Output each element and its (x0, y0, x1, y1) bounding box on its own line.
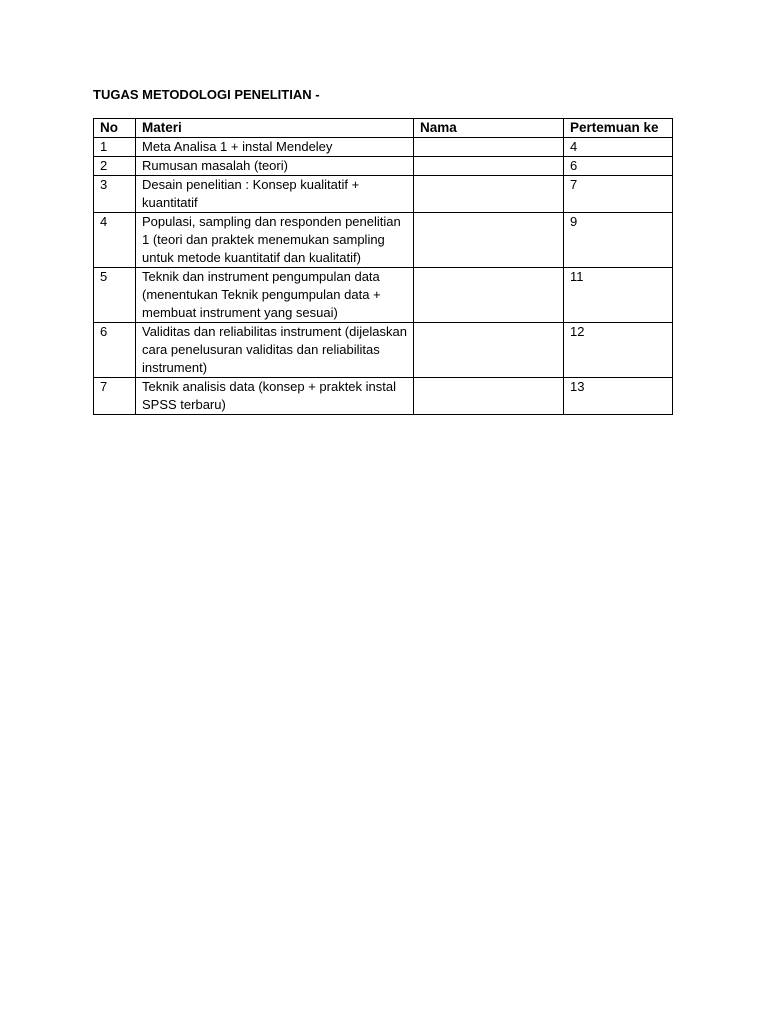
page-title: TUGAS METODOLOGI PENELITIAN - (93, 87, 320, 102)
cell-materi: Desain penelitian : Konsep kualitatif + kuantitatif (136, 176, 414, 213)
cell-materi: Rumusan masalah (teori) (136, 157, 414, 176)
header-materi: Materi (136, 119, 414, 138)
table-row (94, 268, 673, 323)
cell-pertemuan: 7 (564, 176, 673, 213)
assignment-table (93, 118, 673, 415)
cell-no: 3 (94, 176, 136, 213)
cell-pertemuan: 11 (564, 268, 673, 323)
table-row (94, 157, 673, 176)
cell-pertemuan: 6 (564, 157, 673, 176)
cell-no: 1 (94, 138, 136, 157)
cell-materi: Validitas dan reliabilitas instrument (dijelaskan cara penelusuran validitas dan reliabilitas instrument) (136, 323, 414, 378)
cell-nama (414, 138, 564, 157)
cell-pertemuan: 9 (564, 213, 673, 268)
cell-nama (414, 378, 564, 415)
cell-materi: Populasi, sampling dan responden penelitian 1 (teori dan praktek menemukan sampling untuk metode kuantitatif dan kualitatif) (136, 213, 414, 268)
header-no: No (94, 119, 136, 138)
cell-no: 2 (94, 157, 136, 176)
cell-nama (414, 268, 564, 323)
cell-no: 6 (94, 323, 136, 378)
header-pertemuan: Pertemuan ke (564, 119, 673, 138)
cell-materi: Meta Analisa 1 + instal Mendeley (136, 138, 414, 157)
cell-pertemuan: 4 (564, 138, 673, 157)
table-row (94, 138, 673, 157)
cell-pertemuan: 13 (564, 378, 673, 415)
cell-nama (414, 176, 564, 213)
cell-no: 4 (94, 213, 136, 268)
cell-nama (414, 213, 564, 268)
table-header-row (94, 119, 673, 138)
table-row (94, 378, 673, 415)
cell-nama (414, 157, 564, 176)
header-nama: Nama (414, 119, 564, 138)
table-row (94, 213, 673, 268)
cell-materi: Teknik dan instrument pengumpulan data (menentukan Teknik pengumpulan data + membuat instrument yang sesuai) (136, 268, 414, 323)
cell-no: 7 (94, 378, 136, 415)
cell-no: 5 (94, 268, 136, 323)
cell-nama (414, 323, 564, 378)
cell-pertemuan: 12 (564, 323, 673, 378)
table-row (94, 176, 673, 213)
table-row (94, 323, 673, 378)
cell-materi: Teknik analisis data (konsep + praktek instal SPSS terbaru) (136, 378, 414, 415)
